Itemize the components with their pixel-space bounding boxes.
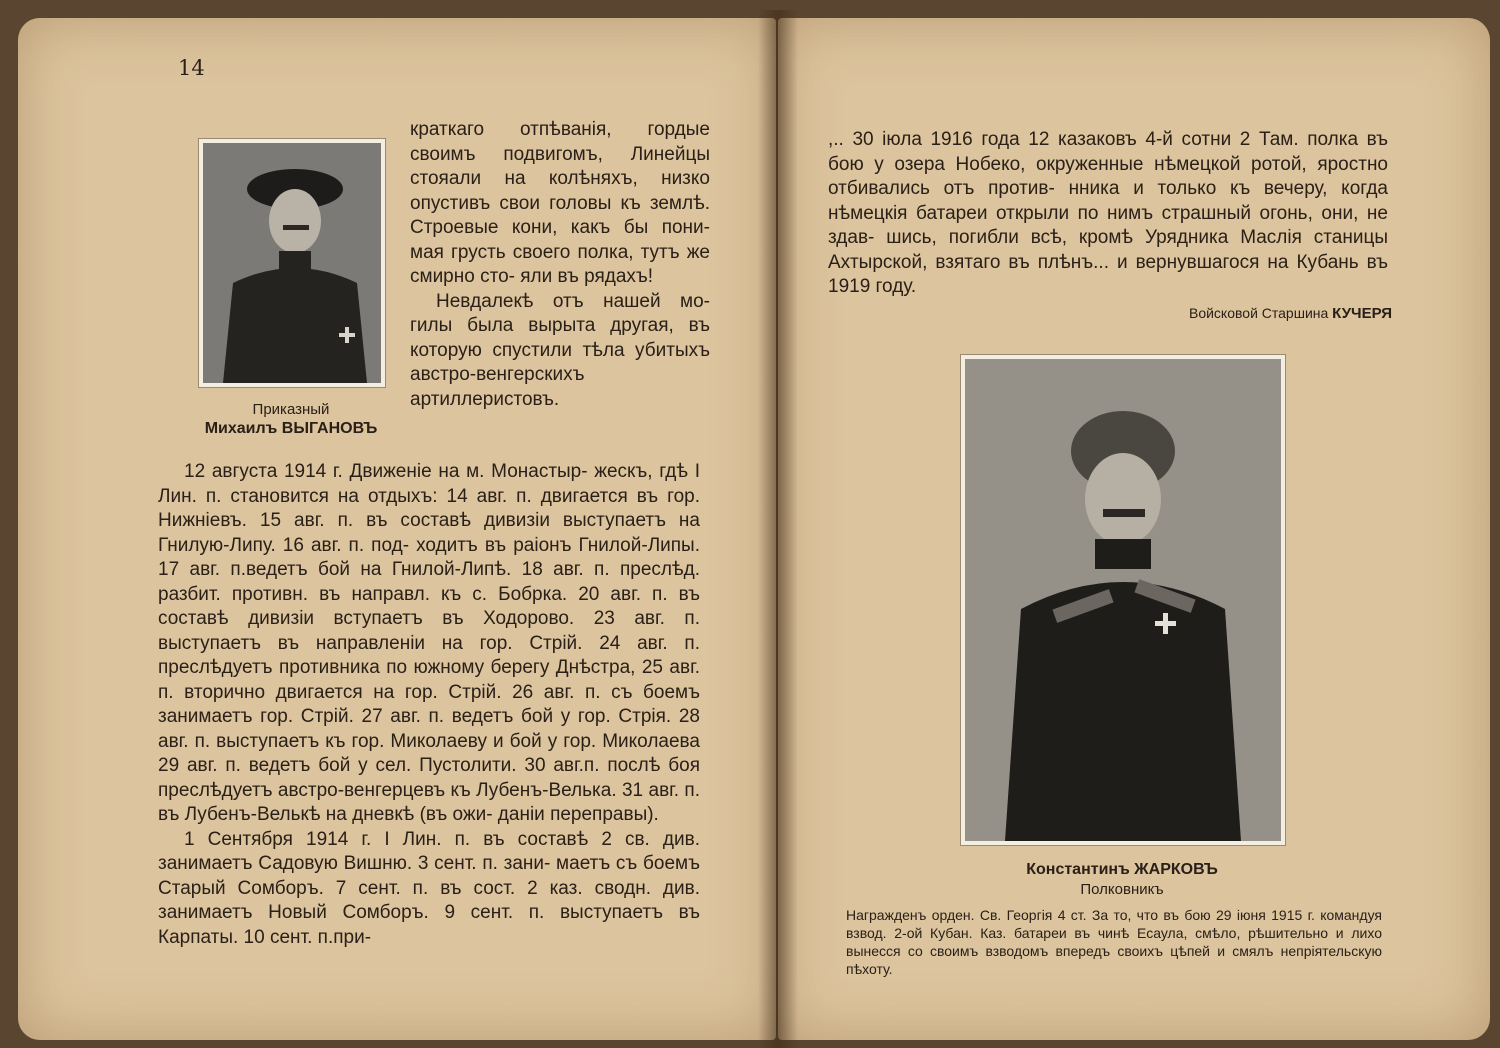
portrait-vyganov-image (203, 143, 381, 383)
portrait-zharkov-rank: Полковникъ (1080, 881, 1164, 898)
author-signature (1189, 305, 1392, 322)
side-text (410, 118, 710, 412)
portrait-zharkov-image (965, 359, 1281, 841)
side-text-paragraph: краткаго отпѣванія, гордые своимъ подвигомъ, Линейцы стояали на колѣняхъ, низко опустивъ свои головы къ землѣ. Строевые кони, какъ бы пони- мая грусть своего полка, тутъ же смирно сто- яли въ рядахъ! (410, 119, 710, 287)
side-text-paragraph: Невдалекѣ отъ нашей мо- гилы была вырыта другая, въ которую спустили тѣла убитыхъ австро-венгерскихъ артиллеристовъ. (410, 290, 710, 410)
chronicle-paragraph: 1 Сентября 1914 г. I Лин. п. въ составѣ 2 св. див. занимаетъ Садовую Вишню. 3 сент. п. зани- маетъ съ боемъ Старый Сомборъ. 7 сент. п. въ сост. 2 каз. сводн. див. занимаетъ Новый Сомборъ. 9 сент. п. выступаетъ въ Карпаты. 10 сент. п.при- (158, 828, 700, 948)
portrait-zharkov-name: Константинъ ЖАРКОВЪ (1026, 861, 1218, 878)
chronicle-text (158, 460, 700, 950)
author-prefix: Войсковой Старшина (1188, 305, 1329, 321)
page-number: 14 (178, 56, 205, 80)
top-text: ,.. 30 іюла 1916 года 12 казаковъ 4-й сотни 2 Там. полка въ бою у озера Нобеко, окруженные нѣмецкой ротой, яростно отбивались отъ против- нника и только къ вечеру, когда нѣмецкія батареи открыли по нимъ страшный огонь, они, не здав- шись, погибли всѣ, кромѣ Урядника Маслія станицы Ахтырской, взятаго въ плѣнъ... и вернувшагося на Кубань въ 1919 году. (828, 129, 1388, 297)
award-text: Награжденъ орден. Св. Георгія 4 ст. За то, что въ бою 29 іюня 1915 г. командуя взвод. 2-ой Кубан. Каз. батареи въ чинѣ Есаула, смѣло, рѣшительно и лихо вынесся со своимъ взводомъ впередъ своихъ цѣпей и смялъ непріятельскую пѣхоту. (846, 907, 1382, 977)
author-name: КУЧЕРЯ (1332, 305, 1392, 322)
chronicle-paragraph: 12 августа 1914 г. Движеніе на м. Монастыр- жескъ, гдѣ I Лин. п. становится на отдыхъ: 14 авг. п. двигается въ гор. Нижніевъ. 15 авг. п. въ составѣ дивизіи выступаетъ на Гнилую-Липу. 16 авг. п. под- ходитъ въ раіонъ Гнилой-Липы. 17 авг. п.ведетъ бой на Гнилой-Липѣ. 18 авг. п. преслѣд. разбит. противн. въ направл. къ с. Бобрка. 20 авг. п. въ составѣ дивизіи вступаетъ въ Ходорово. 23 авг. п. выступаетъ въ направленіи на гор. Стрій. 24 авг. п. преслѣдуетъ противника по южному берегу Днѣстра, 25 авг. п. вторично двигается на гор. Стрій. 26 авг. п. съ боемъ занимаетъ гор. Стрій. 27 авг. п. ведетъ бой у гор. Стрія. 28 авг. п. выступаетъ къ гор. Миколаеву и бой у гор. Миколаева 29 авг. п. ведетъ бой у сел. Пустолити. 30 авг.п. послѣ боя преслѣдуетъ австро-венгерцевъ къ Лубенъ-Велька. 31 авг. п. въ Лубенъ-Велькѣ на дневкѣ (въ ожи- даніи переправы). (158, 461, 700, 825)
book-gutter (758, 10, 798, 1048)
portrait-vyganov-rank: Приказный (252, 401, 330, 418)
portrait-vyganov-name: Михаилъ ВЫГАНОВЪ (204, 420, 378, 437)
portrait-vyganov (198, 138, 386, 388)
portrait-zharkov (960, 354, 1286, 846)
